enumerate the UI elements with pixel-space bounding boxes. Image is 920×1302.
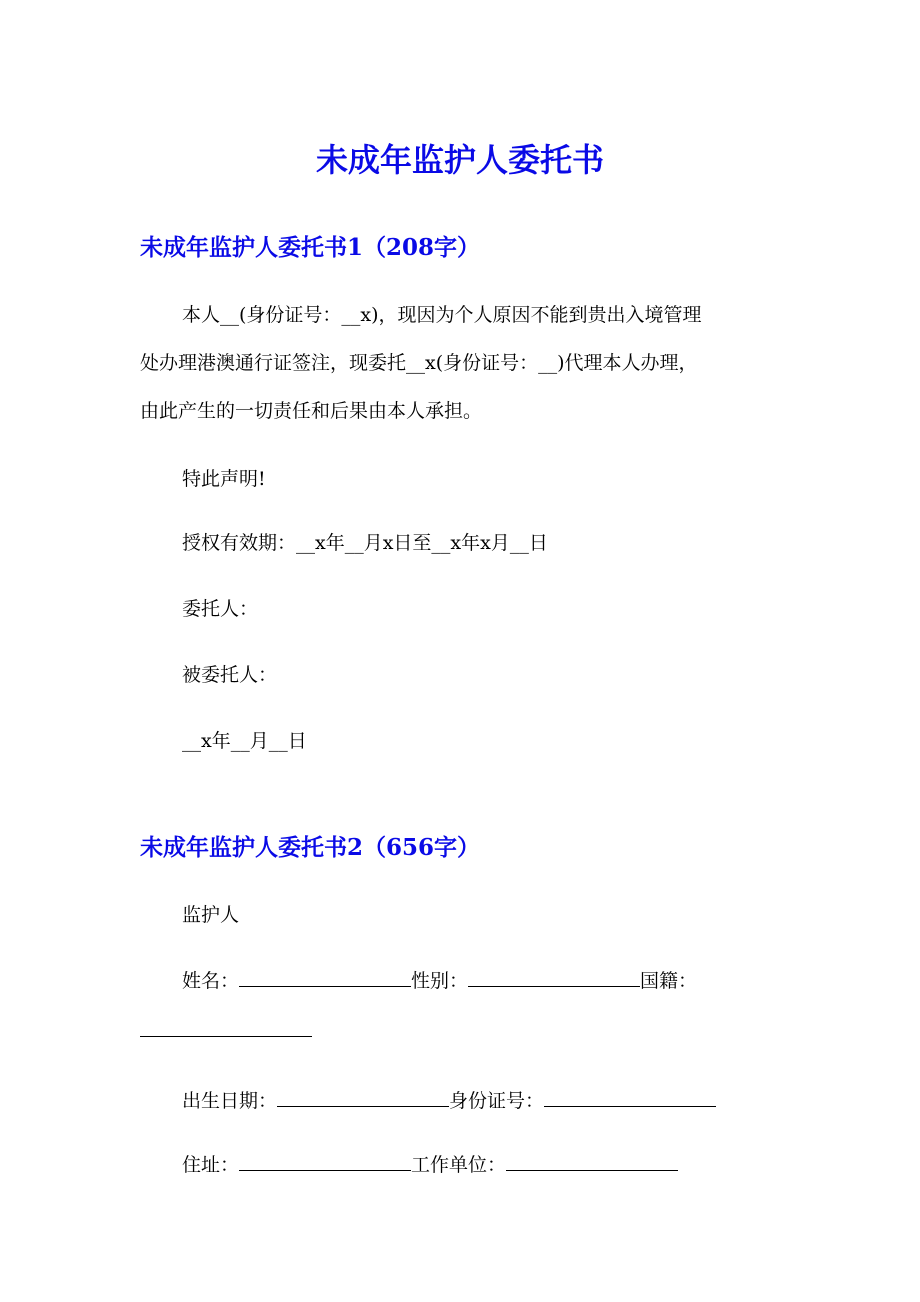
section1-para-line2: 处办理港澳通行证签注，现委托__x(身份证号：__)代理本人办理， xyxy=(140,352,698,374)
guardian-label: 监护人 xyxy=(182,904,240,926)
nationality-blank-line[interactable] xyxy=(140,1036,312,1037)
principal-label: 委托人： xyxy=(182,598,259,620)
section1-heading: 未成年监护人委托书1（208字） xyxy=(140,234,481,261)
id-blank-line[interactable] xyxy=(544,1088,716,1107)
nationality-label: 国籍： xyxy=(640,970,698,992)
agent-label: 被委托人： xyxy=(182,664,278,686)
section1-para-line3: 由此产生的一切责任和后果由本人承担。 xyxy=(140,400,483,422)
id-label: 身份证号： xyxy=(449,1090,545,1112)
address-blank-line[interactable] xyxy=(239,1152,411,1171)
section1-para-line1: 本人__(身份证号：__x)，现因为个人原因不能到贵出入境管理 xyxy=(182,304,702,326)
validity-text: 授权有效期：__x年__月x日至__x年x月__日 xyxy=(182,532,548,554)
gender-blank-line[interactable] xyxy=(468,968,640,987)
gender-label: 性别： xyxy=(411,970,469,992)
statement-text: 特此声明! xyxy=(182,468,266,490)
date-text: __x年__月__日 xyxy=(182,730,307,752)
name-blank-line[interactable] xyxy=(239,968,411,987)
work-label: 工作单位： xyxy=(411,1154,507,1176)
document-title: 未成年监护人委托书 xyxy=(315,141,604,179)
section2-heading: 未成年监护人委托书2（656字） xyxy=(140,834,481,861)
birth-label: 出生日期： xyxy=(182,1090,278,1112)
work-blank-line[interactable] xyxy=(506,1152,678,1171)
birth-blank-line[interactable] xyxy=(277,1088,449,1107)
address-label: 住址： xyxy=(182,1154,240,1176)
guardian-info-row2 xyxy=(140,1078,832,1124)
name-label: 姓名： xyxy=(182,970,240,992)
guardian-info-row3 xyxy=(140,1142,832,1188)
guardian-info-row1 xyxy=(140,958,832,1004)
